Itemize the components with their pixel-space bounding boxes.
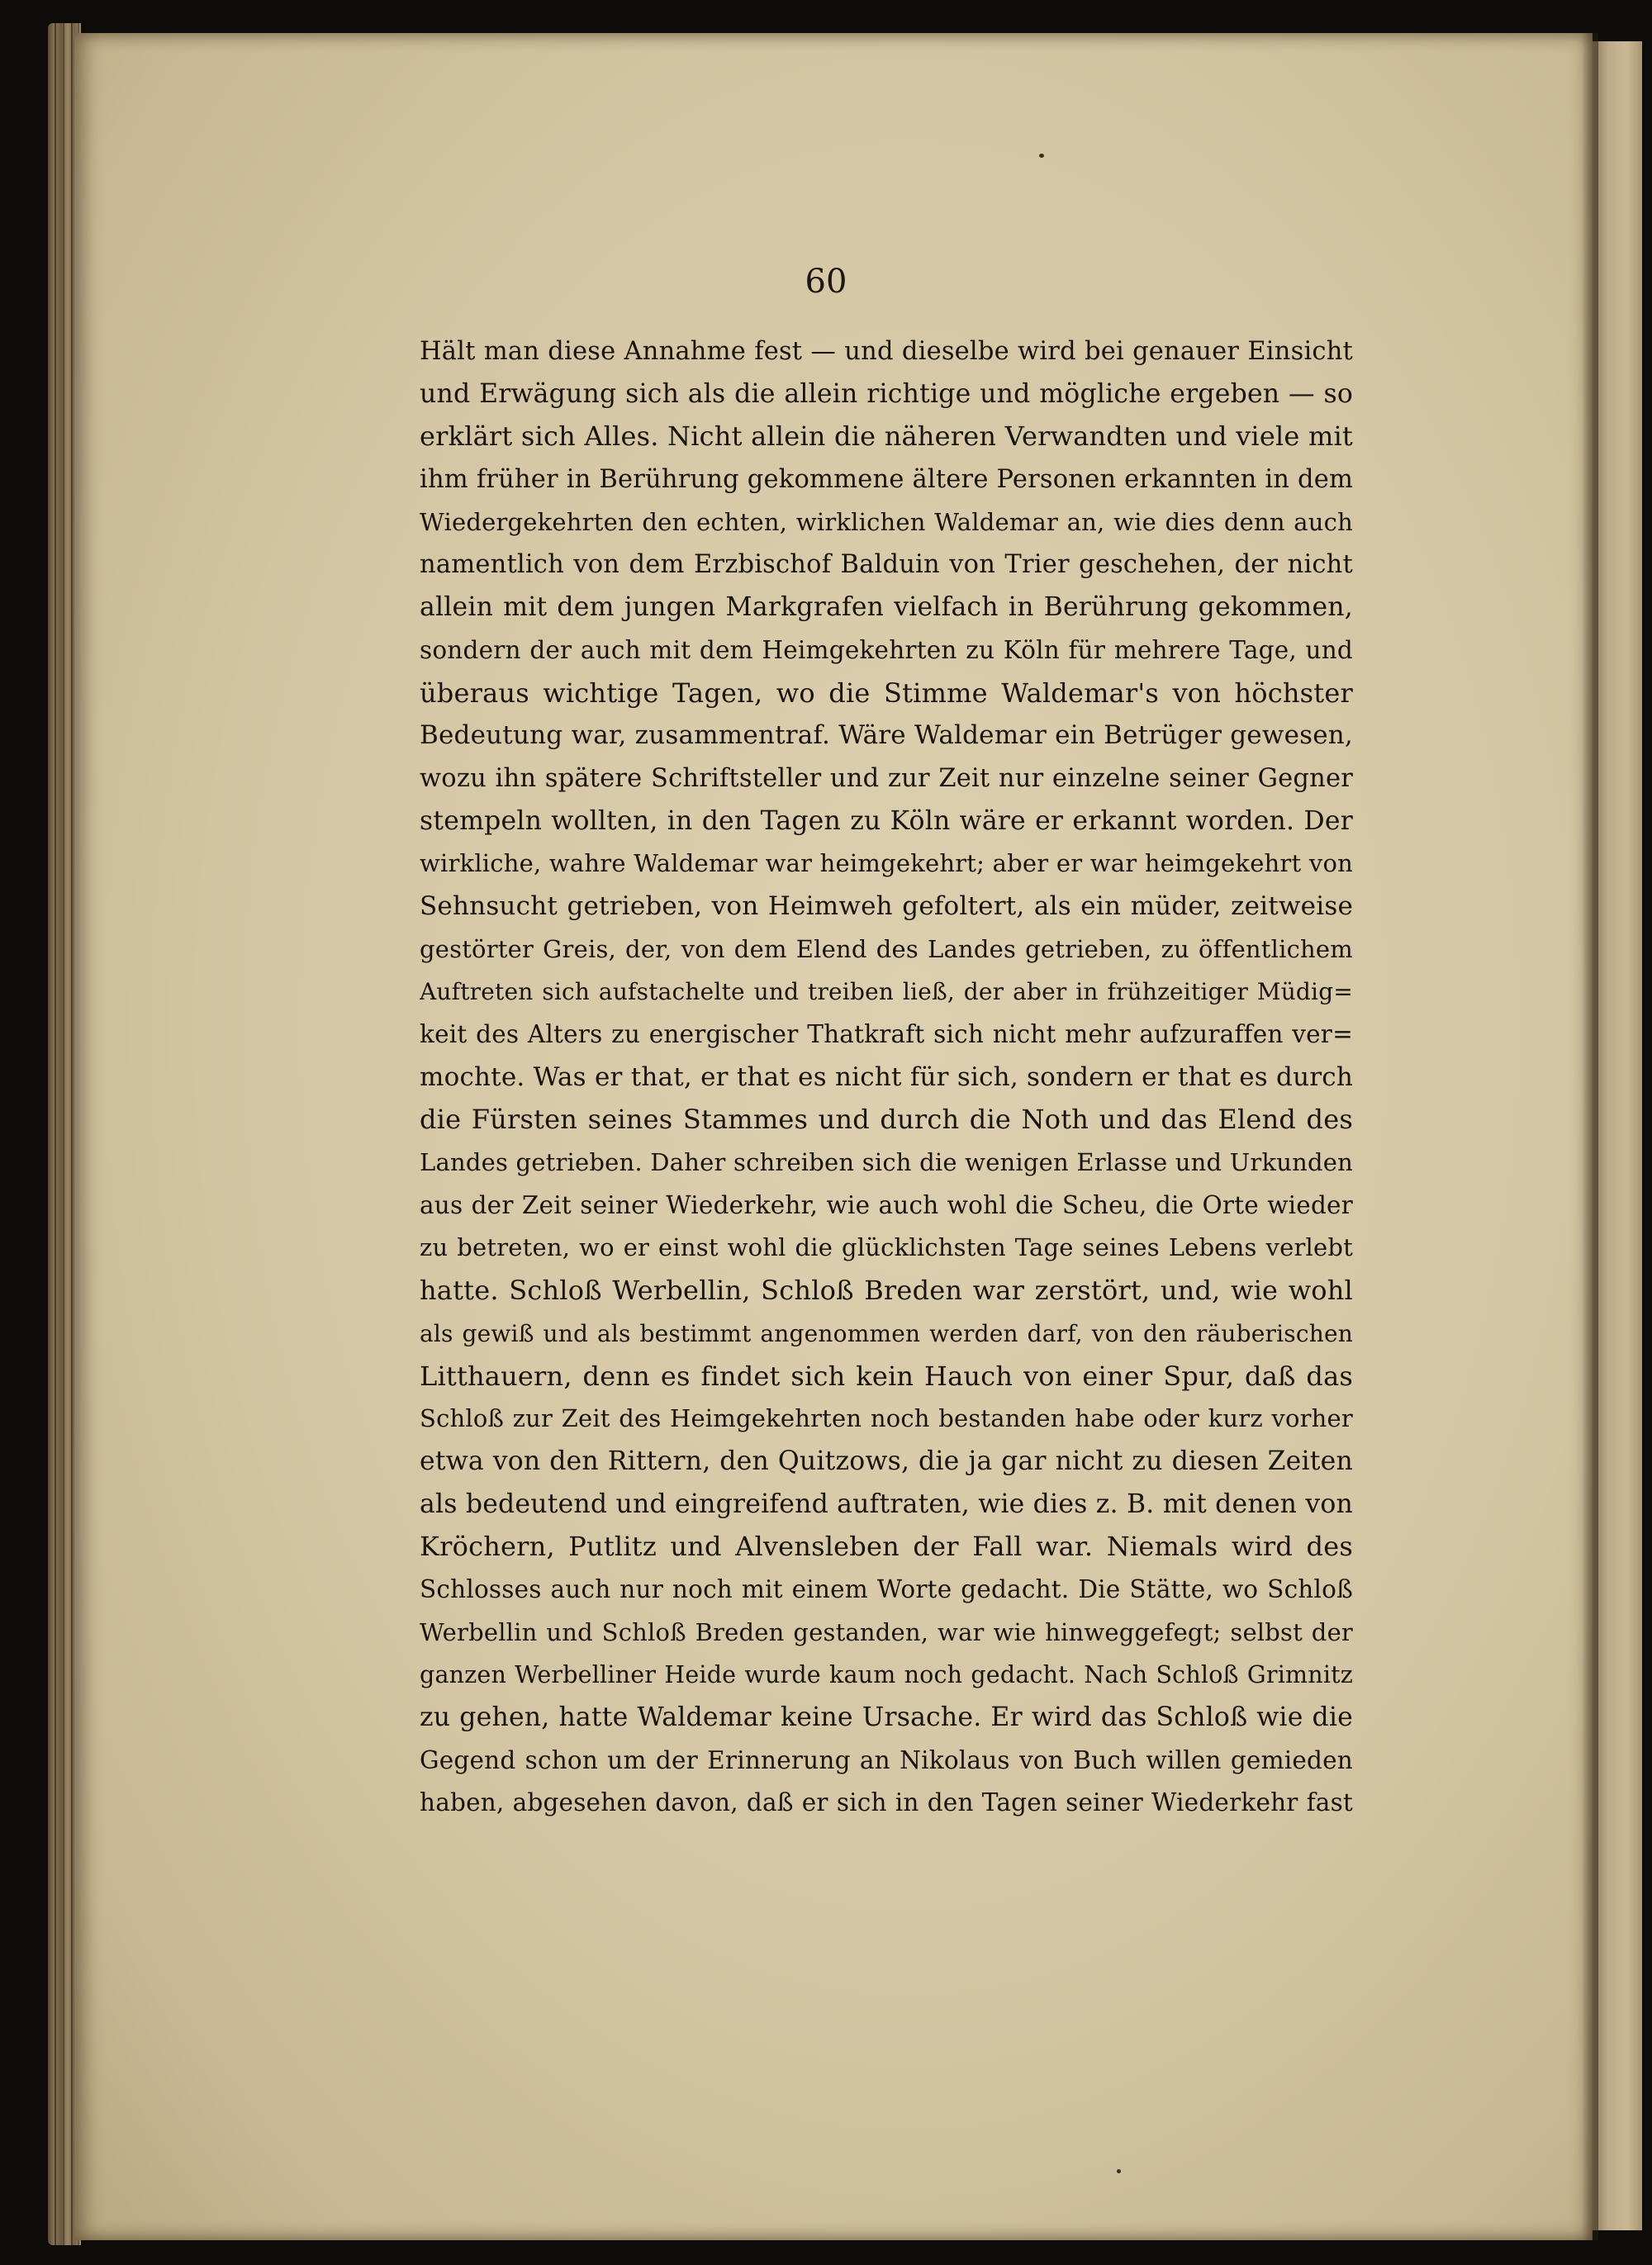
text-line: Schlosses auch nur noch mit einem Worte gedacht. Die Stätte, wo Schloß bbox=[420, 1574, 1353, 1603]
text-line: Auftreten sich aufstachelte und treiben ließ, der aber in frühzeitiger Müdig= bbox=[420, 978, 1353, 1006]
text-line: Sehnsucht getrieben, von Heimweh gefoltert, als ein müder, zeitweise bbox=[420, 890, 1353, 921]
page-number: 60 bbox=[805, 263, 847, 301]
text-line: Schloß zur Zeit des Heimgekehrten noch bestanden habe oder kurz vorher bbox=[420, 1404, 1353, 1433]
text-line: Hält man diese Annahme fest — und dieselbe wird bei genauer Einsicht bbox=[420, 337, 1353, 366]
text-line: mochte. Was er that, er that es nicht für sich, sondern er that es durch bbox=[420, 1061, 1353, 1092]
body-text bbox=[420, 330, 1353, 1825]
text-line: Werbellin und Schloß Breden gestanden, war wie hinweggefegt; selbst der bbox=[420, 1617, 1353, 1646]
text-line: Landes getrieben. Daher schreiben sich die wenigen Erlasse und Urkunden bbox=[420, 1148, 1353, 1177]
text-line: gestörter Greis, der, von dem Elend des Landes getrieben, zu öffentlichem bbox=[420, 934, 1353, 963]
text-line: wozu ihn spätere Schriftsteller und zur Zeit nur einzelne seiner Gegner bbox=[420, 763, 1353, 793]
text-line: stempeln wollten, in den Tagen zu Köln wäre er erkannt worden. Der bbox=[420, 805, 1353, 836]
text-line: als bedeutend und eingreifend auftraten, wie dies z. B. mit denen von bbox=[420, 1489, 1353, 1519]
text-line: namentlich von dem Erzbischof Balduin von Trier geschehen, der nicht bbox=[420, 550, 1353, 580]
text-line: Kröchern, Putlitz und Alvensleben der Fall war. Niemals wird des bbox=[420, 1531, 1353, 1563]
text-line: haben, abgesehen davon, daß er sich in den Tagen seiner Wiederkehr fast bbox=[420, 1788, 1353, 1817]
text-line: allein mit dem jungen Markgrafen vielfach in Berührung gekommen, bbox=[420, 592, 1353, 623]
text-line: die Fürsten seines Stammes und durch die Noth und das Elend des bbox=[420, 1104, 1353, 1136]
text-line: Gegend schon um der Erinnerung an Nikolaus von Buch willen gemieden bbox=[420, 1745, 1353, 1774]
text-line: etwa von den Rittern, den Quitzows, die ja gar nicht zu diesen Zeiten bbox=[420, 1446, 1353, 1476]
facing-page-edge bbox=[1593, 41, 1642, 2230]
text-line: Bedeutung war, zusammentraf. Wäre Waldemar ein Betrüger gewesen, bbox=[420, 720, 1353, 751]
text-line: keit des Alters zu energischer Thatkraft sich nicht mehr aufzuraffen ver= bbox=[420, 1020, 1353, 1048]
text-line: zu betreten, wo er einst wohl die glücklichsten Tage seines Lebens verlebt bbox=[420, 1233, 1353, 1262]
text-line: und Erwägung sich als die allein richtige und mögliche ergeben — so bbox=[420, 378, 1353, 409]
text-line: ihm früher in Berührung gekommene ältere Personen erkannten in dem bbox=[420, 465, 1353, 495]
text-line: zu gehen, hatte Waldemar keine Ursache. Er wird das Schloß wie die bbox=[420, 1702, 1353, 1732]
spine-shadow bbox=[1582, 33, 1598, 2240]
text-line: wirkliche, wahre Waldemar war heimgekehrt; aber er war heimgekehrt von bbox=[420, 849, 1353, 878]
text-line: als gewiß und als bestimmt angenommen werden darf, von den räuberischen bbox=[420, 1319, 1353, 1347]
text-line: ganzen Werbelliner Heide wurde kaum noch gedacht. Nach Schloß Grimnitz bbox=[420, 1661, 1353, 1689]
text-line: überaus wichtige Tagen, wo die Stimme Waldemar's von höchster bbox=[420, 677, 1353, 709]
text-line: hatte. Schloß Werbellin, Schloß Breden war zerstört, und, wie wohl bbox=[420, 1275, 1353, 1307]
text-line: Litthauern, denn es findet sich kein Hauch von einer Spur, daß das bbox=[420, 1360, 1353, 1392]
text-line: erklärt sich Alles. Nicht allein die näheren Verwandten und viele mit bbox=[420, 420, 1353, 453]
text-line: sondern der auch mit dem Heimgekehrten zu Köln für mehrere Tage, und bbox=[420, 635, 1353, 664]
ink-speck bbox=[1039, 154, 1044, 158]
text-line: Wiedergekehrten den echten, wirklichen Waldemar an, wie dies denn auch bbox=[420, 507, 1353, 536]
text-line: aus der Zeit seiner Wiederkehr, wie auch wohl die Scheu, die Orte wieder bbox=[420, 1190, 1353, 1219]
ink-speck bbox=[1117, 2169, 1121, 2173]
